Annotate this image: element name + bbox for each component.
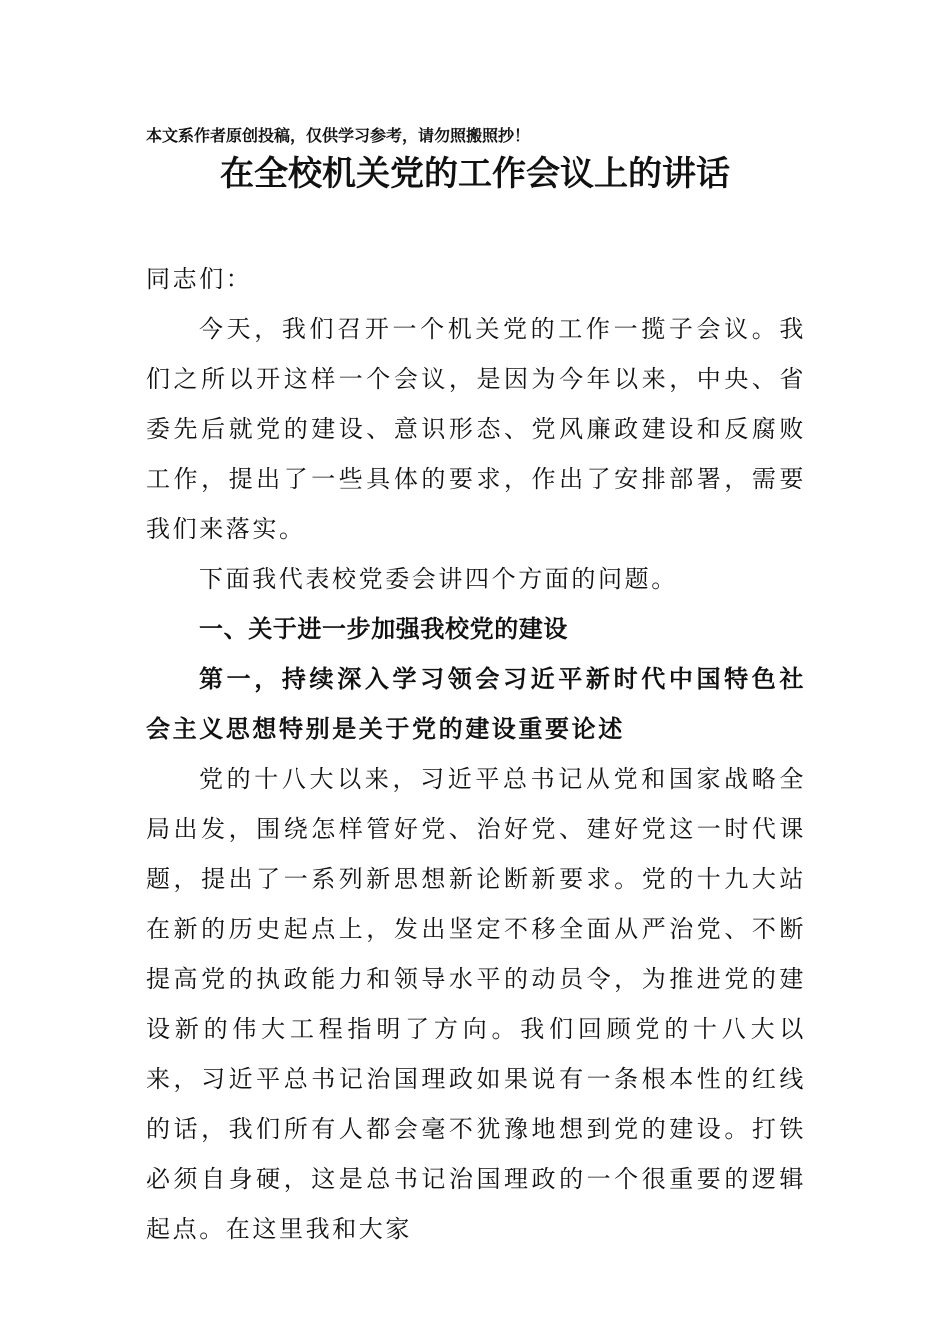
- document-body: [146, 254, 806, 1254]
- paragraph-outline: 下面我代表校党委会讲四个方面的问题。: [199, 565, 678, 593]
- salutation: 同志们：: [146, 265, 253, 293]
- section-paragraph: 党的十八大以来，习近平总书记从党和国家战略全局出发，围绕怎样管好党、治好党、建好党这一时代课题，提出了一系列新思想新论断新要求。党的十九大站在新的历史起点上，发出坚定不移全面从严治党、不断提高党的执政能力和领导水平的动员令，为推进党的建设新的伟大工程指明了方向。我们回顾党的十八大以来，习近平总书记治国理政如果说有一条根本性的红线的话，我们所有人都会毫不犹豫地想到党的建设。打铁必须自身硬，这是总书记治国理政的一个很重要的逻辑起点。在这里我和大家: [146, 765, 806, 1243]
- document-title: 在全校机关党的工作会议上的讲话: [220, 154, 730, 194]
- section-heading: 一、关于进一步加强我校党的建设: [199, 615, 568, 643]
- copyright-notice: 本文系作者原创投稿，仅供学习参考，请勿照搬照抄！: [146, 126, 531, 145]
- paragraph-intro: 今天，我们召开一个机关党的工作一揽子会议。我们之所以开这样一个会议，是因为今年以来，中央、省委先后就党的建设、意识形态、党风廉政建设和反腐败工作，提出了一些具体的要求，作出了安排部署，需要我们来落实。: [146, 315, 806, 543]
- subsection-heading: 第一，持续深入学习领会习近平新时代中国特色社会主义思想特别是关于党的建设重要论述: [146, 664, 806, 743]
